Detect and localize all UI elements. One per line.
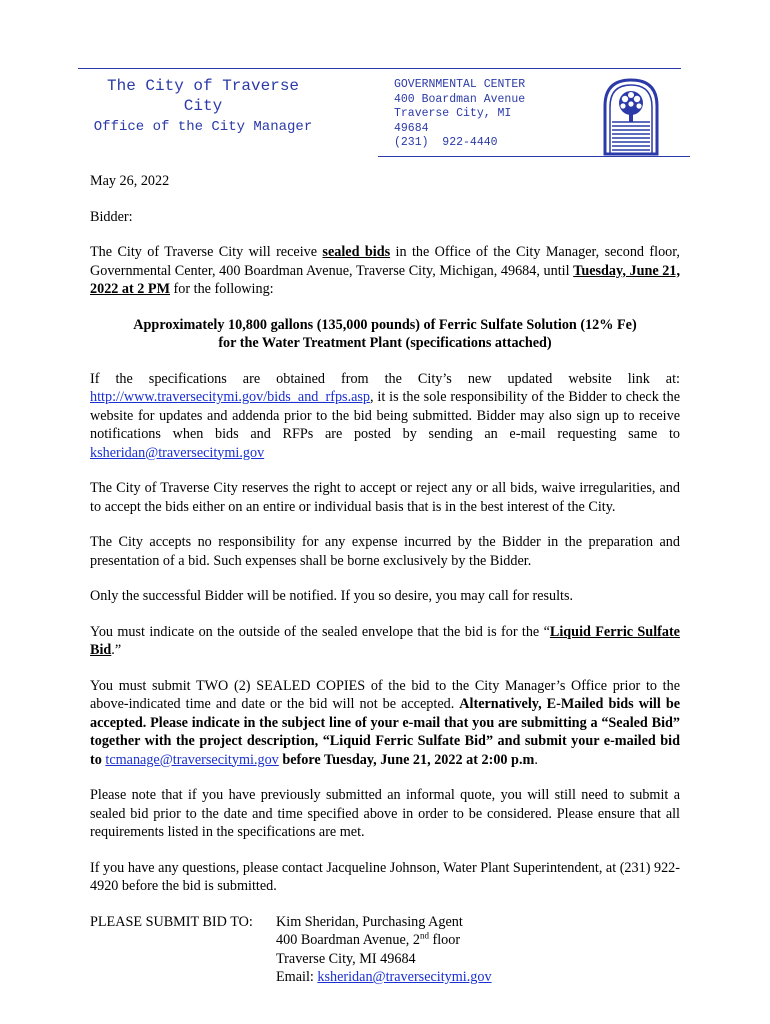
deadline-emphasis: Tuesday, June 21, 2022 at 2 PM	[90, 262, 680, 297]
envelope-text: You must indicate on the outside of the sealed envelope that the bid is for the “	[90, 623, 550, 640]
purchasing-agent-name: Kim Sheridan, Purchasing Agent	[276, 913, 463, 930]
address-line: (231) 922-4440	[394, 136, 498, 150]
bid-heading-line1: Approximately 10,800 gallons (135,000 pounds) of Ferric Sulfate Solution (12% Fe)	[133, 316, 637, 333]
spec-text: , it is the sole responsibility of the Bidder to check the website for updates and addenda prior to the bid being submitted. Bidder may also sign up to receive notifications when bids and RFPs are posted by sending an e-mail requesting same to	[90, 389, 680, 442]
purchasing-agent-street	[276, 931, 492, 950]
address-line: Traverse City, MI	[394, 107, 512, 121]
bid-heading-line2: for the Water Treatment Plant (specifications attached)	[218, 335, 552, 351]
intro-text: in the Office of the City Manager, second floor, Governmental Center, 400 Boardman Avenue, Traverse City, Michigan, 49684, until	[90, 244, 680, 279]
paragraph-intro	[90, 243, 680, 299]
org-name-line1: The City of Traverse	[106, 77, 300, 95]
liquid-ferric-sulfate-bid-emphasis: Liquid Ferric Sulfate Bid	[90, 623, 680, 658]
paragraph-specifications	[90, 370, 680, 463]
org-block	[78, 76, 328, 136]
bids-website-link[interactable]: http://www.traversecitymi.gov/bids_and_rfps.asp	[90, 389, 371, 405]
ordinal-suffix: nd	[419, 930, 429, 941]
purchasing-agent-city: Traverse City, MI 49684	[276, 950, 416, 967]
paragraph-notification: Only the successful Bidder will be notified. If you so desire, you may call for results.	[90, 588, 574, 604]
letterhead-top-rule	[78, 68, 681, 69]
bid-heading	[90, 316, 680, 353]
emailed-deadline-emphasis: before Tuesday, June 21, 2022 at 2:00 p.m	[278, 751, 535, 768]
org-name-line2: City	[183, 97, 223, 115]
submit-to-label: PLEASE SUBMIT BID TO:	[90, 913, 253, 930]
address-block	[394, 78, 525, 151]
purchasing-agent-email-line	[276, 968, 492, 987]
submit-to-block	[90, 913, 680, 987]
org-subtitle: Office of the City Manager	[93, 119, 313, 135]
city-seal-icon	[601, 76, 661, 156]
letterhead-bottom-rule	[378, 156, 690, 157]
address-line: 49684	[394, 121, 429, 135]
spec-text: If the specifications are obtained from the City’s new updated website link at:	[90, 370, 680, 387]
email-label: Email:	[276, 969, 318, 985]
purchasing-agent-email-link[interactable]: ksheridan@traversecitymi.gov	[317, 969, 492, 985]
paragraph-submission	[90, 677, 680, 770]
envelope-text: .”	[111, 642, 122, 658]
paragraph-questions: If you have any questions, please contact Jacqueline Johnson, Water Plant Superintendent, at (231) 922-4920 before the bid is submitted.	[90, 859, 680, 894]
letterhead	[78, 68, 690, 160]
street-text: 400 Boardman Avenue, 2	[276, 932, 420, 948]
paragraph-no-responsibility: The City accepts no responsibility for any expense incurred by the Bidder in the preparation and presentation of a bid. Such expenses shall be borne exclusively by the Bidder.	[90, 534, 680, 569]
street-text: floor	[428, 932, 461, 948]
letter-date: May 26, 2022	[90, 173, 170, 189]
submission-text: .	[534, 751, 538, 768]
letter-body	[90, 172, 680, 987]
intro-text: for the following:	[170, 281, 274, 297]
ksheridan-email-link[interactable]: ksheridan@traversecitymi.gov	[90, 444, 265, 461]
letter-salutation: Bidder:	[90, 208, 133, 225]
tcmanage-email-link[interactable]: tcmanage@traversecitymi.gov	[105, 751, 279, 768]
paragraph-envelope	[90, 623, 680, 660]
address-line: 400 Boardman Avenue	[394, 92, 526, 106]
submit-to-address	[276, 913, 492, 987]
paragraph-reserves-right: The City of Traverse City reserves the right to accept or reject any or all bids, waive irregularities, and to accept the bids either on an entire or individual basis that is in the best interest of the City.	[90, 480, 680, 515]
address-line: GOVERNMENTAL CENTER	[394, 78, 526, 91]
intro-text: The City of Traverse City will receive	[90, 244, 323, 260]
emailed-bids-emphasis: Alternatively, E-Mailed bids will be accepted. Please indicate in the subject line of your e-mail that you are submitting a “Sealed Bid” together with the project description, “Liquid Ferric Sulfate Bid” and submit your e-mailed bid to	[90, 696, 681, 768]
sealed-bids-emphasis: sealed bids	[322, 244, 391, 260]
submission-text: You must submit TWO (2) SEALED COPIES of the bid to the City Manager’s Office prior to the above-indicated time and date or the bid will not be accepted.	[90, 677, 680, 712]
paragraph-informal-quote: Please note that if you have previously submitted an informal quote, you will still need to submit a sealed bid prior to the date and time specified above in order to be considered. Please ensure that all requirements listed in the specifications are met.	[90, 787, 680, 840]
